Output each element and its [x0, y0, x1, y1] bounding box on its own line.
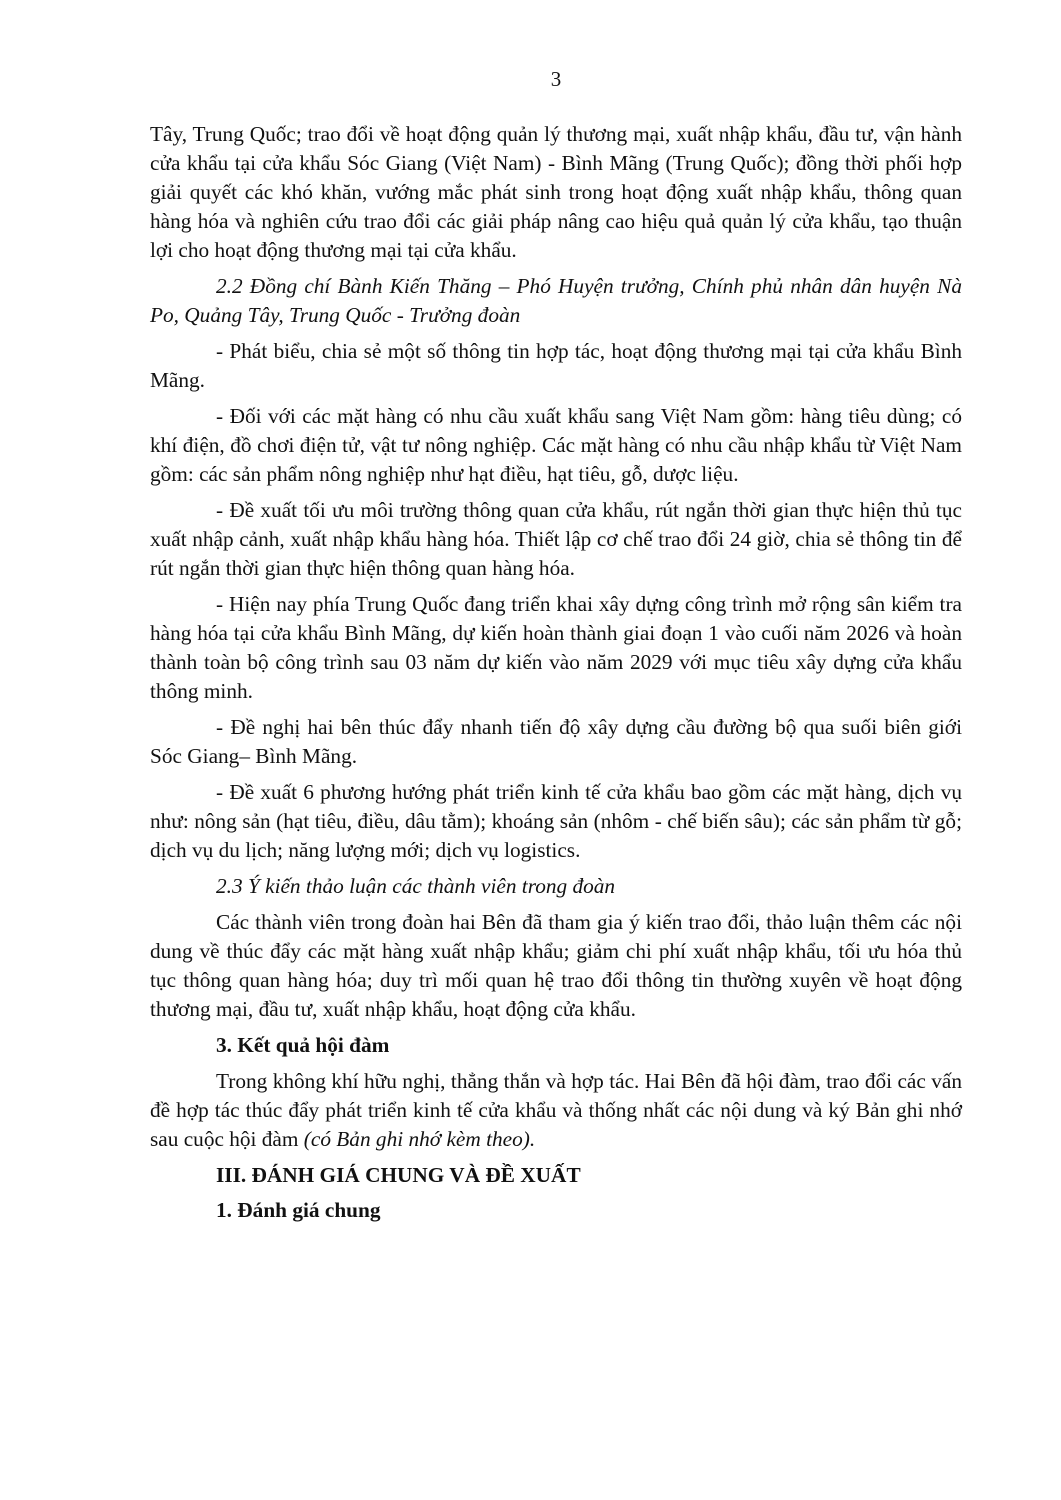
section-iii-heading: III. ĐÁNH GIÁ CHUNG VÀ ĐỀ XUẤT [216, 1163, 581, 1187]
page-number: 3 [550, 67, 562, 91]
paragraph-results [150, 1067, 962, 1154]
bullet-six-directions: - Đề xuất 6 phương hướng phát triển kinh tế cửa khẩu bao gồm các mặt hàng, dịch vụ như: nông sản (hạt tiêu, điều, dâu tằm); khoáng sản (nhôm - chế biến sâu); các sản phẩm từ gỗ; dịch vụ du lịch; năng lượng mới; dịch vụ logistics. [150, 780, 962, 862]
bullet-export-goods: - Đối với các mặt hàng có nhu cầu xuất khẩu sang Việt Nam gồm: hàng tiêu dùng; có khí điện, đồ chơi điện tử, vật tư nông nghiệp. Các mặt hàng có nhu cầu nhập khẩu từ Việt Nam gồm: các sản phẩm nông nghiệp như hạt điều, hạt tiêu, gỗ, dược liệu. [150, 404, 962, 486]
paragraph-trade-exchange: Tây, Trung Quốc; trao đổi về hoạt động quản lý thương mại, xuất nhập khẩu, đầu tư, vận hành cửa khẩu tại cửa khẩu Sóc Giang (Việt Nam) - Bình Mãng (Trung Quốc); đồng thời phối hợp giải quyết các khó khăn, vướng mắc phát sinh trong hoạt động xuất nhập khẩu, thông quan hàng hóa và nghiên cứu trao đổi các giải pháp nâng cao hiệu quả quản lý cửa khẩu, tạo thuận lợi cho hoạt động thương mại tại cửa khẩu. [150, 122, 962, 262]
heading-2-3: 2.3 Ý kiến thảo luận các thành viên trong đoàn [216, 874, 616, 898]
results-text: Trong không khí hữu nghị, thẳng thắn và hợp tác. Hai Bên đã hội đàm, trao đổi các vấn đề hợp tác thúc đẩy phát triển kinh tế cửa khẩu và thống nhất các nội dung và ký Bản ghi nhớ sau cuộc hội đàm [150, 1069, 962, 1151]
paragraph-discussion: Các thành viên trong đoàn hai Bên đã tham gia ý kiến trao đổi, thảo luận thêm các nội dung về thúc đẩy các mặt hàng xuất nhập khẩu; giảm chi phí xuất nhập khẩu, tối ưu hóa thủ tục thông quan hàng hóa; duy trì mối quan hệ trao đổi thông tin thường xuyên về hoạt động thương mại, đầu tư, xuất nhập khẩu, hoạt động cửa khẩu. [150, 910, 962, 1021]
document-body [150, 120, 962, 1232]
heading-1-general-assessment: 1. Đánh giá chung [216, 1198, 381, 1222]
bullet-inspection-yard: - Hiện nay phía Trung Quốc đang triển khai xây dựng công trình mở rộng sân kiểm tra hàng hóa tại cửa khẩu Bình Mãng, dự kiến hoàn thành giai đoạn 1 vào cuối năm 2026 và hoàn thành toàn bộ công trình sau 03 năm dự kiến vào năm 2029 với mục tiêu xây dựng cửa khẩu thông minh. [150, 592, 962, 703]
bullet-bridge-construction: - Đề nghị hai bên thúc đẩy nhanh tiến độ xây dựng cầu đường bộ qua suối biên giới Sóc Giang– Bình Mãng. [150, 715, 962, 768]
bullet-customs-optimization: - Đề xuất tối ưu môi trường thông quan cửa khẩu, rút ngắn thời gian thực hiện thủ tục xuất nhập cảnh, xuất nhập khẩu hàng hóa. Thiết lập cơ chế trao đổi 24 giờ, chia sẻ thông tin để rút ngắn thời gian thực hiện thông quan hàng hóa. [150, 498, 962, 580]
results-note: (có Bản ghi nhớ kèm theo). [303, 1127, 536, 1151]
heading-2-2: 2.2 Đồng chí Bành Kiến Thăng – Phó Huyện trưởng, Chính phủ nhân dân huyện Nà Po, Quảng Tây, Trung Quốc - Trưởng đoàn [150, 274, 962, 327]
bullet-share-info: - Phát biểu, chia sẻ một số thông tin hợp tác, hoạt động thương mại tại cửa khẩu Bình Mãng. [150, 339, 962, 392]
heading-3-results: 3. Kết quả hội đàm [216, 1033, 390, 1057]
